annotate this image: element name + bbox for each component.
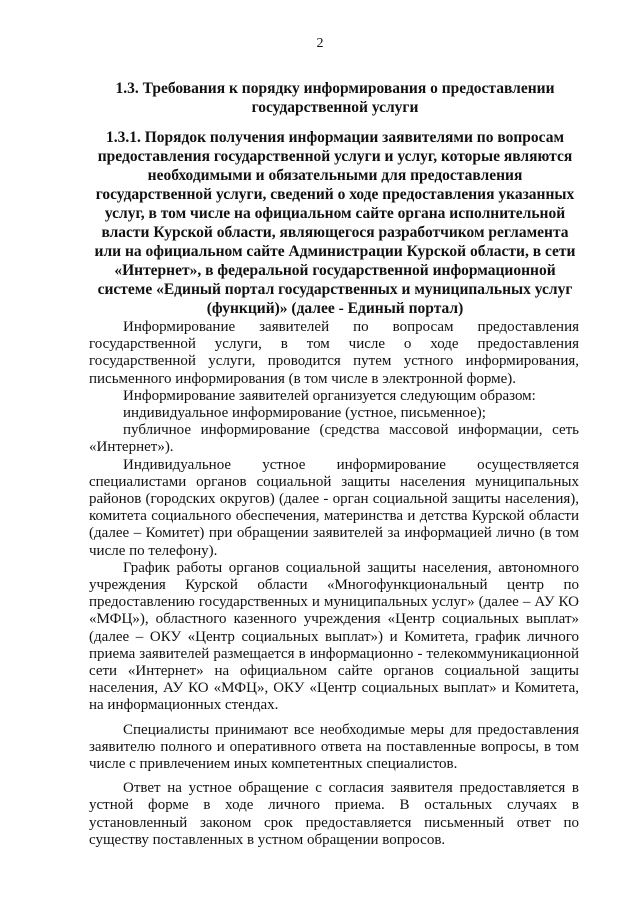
paragraph: Ответ на устное обращение с согласия заявителя предоставляется в устной форме в ходе личного приема. В остальных случаях в установленный законом срок предоставляется письменный ответ по существу поставленных в устном обращении вопросов. [89,780,579,848]
paragraph: Индивидуальное устное информирование осуществляется специалистами органов социальной защиты населения муниципальных районов (городских округов) (далее - орган социальной защиты населения), комитета социального обеспечения, материнства и детства Курской области (далее – Комитет) при обращении заявителей за информацией лично (в том числе по телефону). [89,456,579,559]
paragraph: индивидуальное информирование (устное, письменное); [123,405,486,422]
section-heading: 1.3. Требования к порядку информирования о предоставлении государственной услуги [115,80,555,116]
paragraph: Информирование заявителей организуется следующим образом: [123,387,536,404]
paragraph: Информирование заявителей по вопросам предоставления государственной услуги, в том числе о ходе предоставления государственной услуги, проводится путем устного информирования, письменного информирования (в том числе в электронной форме). [89,319,579,387]
paragraph: публичное информирование (средства массовой информации, сеть «Интернет»). [89,422,579,456]
paragraph: График работы органов социальной защиты населения, автономного учреждения Курской области «Многофункциональный центр по предоставлению государственных и муниципальных услуг» (далее – АУ КО «МФЦ»), областного казенного учреждения «Центр социальных выплат» (далее – ОКУ «Центр социальных выплат») и Комитета, график личного приема заявителей размещается в информационно - телекоммуникационной сети «Интернет» на официальном сайте органов социальной защиты населения, АУ КО «МФЦ», ОКУ «Центр социальных выплат» и Комитета, на информационных стендах. [89,559,579,714]
body-text [89,319,579,849]
subsection-heading: 1.3.1. Порядок получения информации заявителями по вопросам предоставления государственной услуги и услуг, которые являются необходимыми и обязательными для предоставления государственной услуги, сведений о ходе предоставления указанных услуг, в том числе на официальном сайте органа исполнительной власти Курской области, являющегося разработчиком регламента или на официальном сайте Администрации Курской области, в сети «Интернет», в федеральной государственной информационной системе «Единый портал государственных и муниципальных услуг (функций)» (далее - Единый портал) [94,129,576,317]
paragraph: Специалисты принимают все необходимые меры для предоставления заявителю полного и оперативного ответа на поставленные вопросы, в том числе с привлечением иных компетентных специалистов. [89,721,579,773]
page-number: 2 [316,36,324,51]
